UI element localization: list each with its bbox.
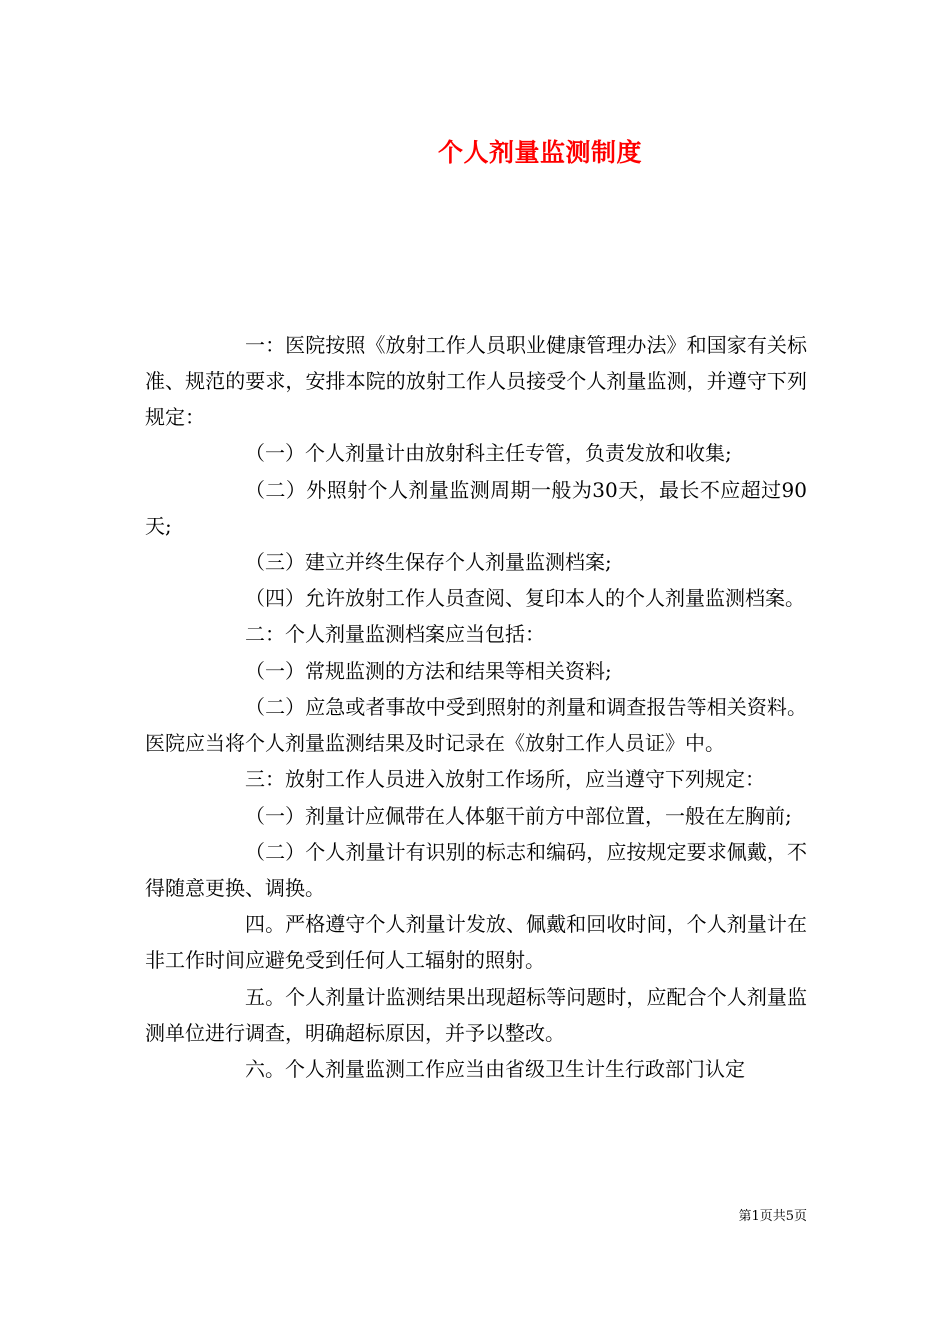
paragraph-4: 四。严格遵守个人剂量计发放、佩戴和回收时间，个人剂量计在非工作时间应避免受到任何人工辐射的照射。 [145,912,807,973]
paragraph-1-item-4: （四）允许放射工作人员查阅、复印本人的个人剂量监测档案。 [245,586,805,611]
document-title: 个人剂量监测制度 [437,138,642,167]
paragraph-6: 六。个人剂量监测工作应当由省级卫生计生行政部门认定 [245,1056,745,1081]
page-number: 第1页共5页 [738,1209,807,1224]
paragraph-1: 一：医院按照《放射工作人员职业健康管理办法》和国家有关标准、规范的要求，安排本院的放射工作人员接受个人剂量监测，并遵守下列规定： [145,333,807,429]
paragraph-2-item-2: （二）应急或者事故中受到照射的剂量和调查报告等相关资料。医院应当将个人剂量监测结果及时记录在《放射工作人员证》中。 [145,695,807,756]
paragraph-3-item-2: （二）个人剂量计有识别的标志和编码，应按规定要求佩戴，不得随意更换、调换。 [145,839,807,900]
paragraph-3: 三：放射工作人员进入放射工作场所，应当遵守下列规定： [245,767,765,792]
paragraph-3-item-1: （一）剂量计应佩带在人体躯干前方中部位置，一般在左胸前; [245,803,792,828]
paragraph-2-item-1: （一）常规监测的方法和结果等相关资料; [245,658,612,683]
paragraph-5: 五。个人剂量计监测结果出现超标等问题时，应配合个人剂量监测单位进行调查，明确超标原因，并予以整改。 [145,984,807,1045]
paragraph-1-item-1: （一）个人剂量计由放射科主任专管，负责发放和收集; [245,441,732,466]
paragraph-2: 二：个人剂量监测档案应当包括： [245,622,545,647]
paragraph-1-item-3: （三）建立并终生保存个人剂量监测档案; [245,549,612,574]
paragraph-1-item-2: （二）外照射个人剂量监测周期一般为30天，最长不应超过90天; [145,477,807,538]
document-body [145,327,807,1087]
